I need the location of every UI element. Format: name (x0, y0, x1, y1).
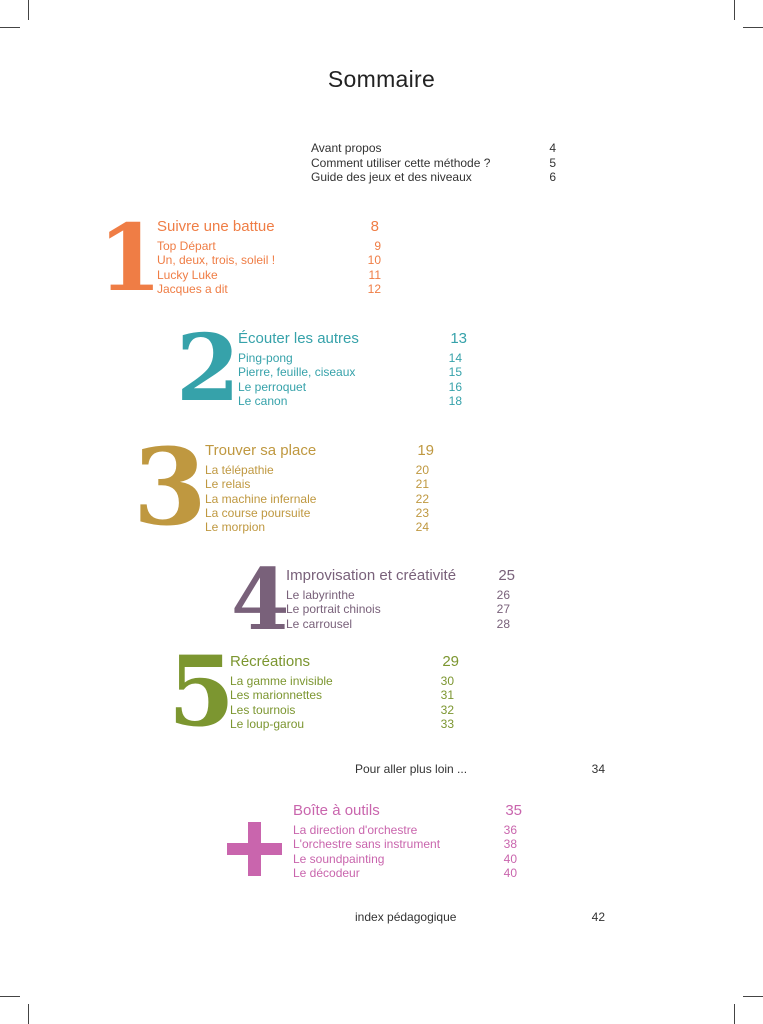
toc-entry[interactable] (293, 852, 517, 866)
section-heading[interactable] (286, 567, 515, 585)
toc-entry-page: 22 (415, 491, 429, 506)
section-title: Boîte à outils (293, 802, 380, 819)
section-number: 2 (176, 314, 241, 422)
toc-entry[interactable] (286, 602, 510, 616)
toc-entry-label: Le soundpainting (293, 851, 385, 866)
toc-entry[interactable] (311, 156, 556, 171)
toc-entry-page: 23 (415, 505, 429, 520)
section-number: 5 (168, 635, 235, 748)
crop-mark (0, 27, 20, 28)
section-heading[interactable] (205, 442, 434, 460)
toc-entry-label: Pierre, feuille, ciseaux (238, 365, 356, 380)
section-items (238, 351, 462, 408)
section-title: Trouver sa place (205, 442, 317, 459)
toc-entry-label: Le relais (205, 477, 251, 492)
plus-icon (227, 822, 282, 876)
toc-entry-page: 18 (448, 393, 462, 408)
toc-entry[interactable] (205, 506, 429, 520)
section-number: 4 (231, 550, 290, 649)
toc-entry[interactable] (205, 477, 429, 491)
toc-entry-page: 11 (368, 267, 381, 282)
section-items (157, 239, 381, 296)
toc-entry-label: Le morpion (205, 520, 266, 535)
section-items (293, 823, 517, 880)
section-page: 13 (450, 330, 467, 347)
toc-entry-label: Le perroquet (238, 379, 307, 394)
toc-entry[interactable] (230, 688, 454, 702)
section-items (230, 674, 454, 731)
toc-entry-label: Un, deux, trois, soleil ! (157, 253, 276, 268)
toc-entry-label: Ping-pong (238, 351, 293, 365)
toc-entry-page: 14 (448, 351, 462, 365)
section-number: 3 (133, 424, 207, 549)
section-page: 29 (442, 653, 459, 670)
toc-entry[interactable] (157, 282, 381, 296)
crop-mark (743, 996, 763, 997)
section-number: 1 (98, 204, 163, 312)
toc-entry-label: Comment utiliser cette méthode ? (311, 155, 491, 170)
toc-entry[interactable] (230, 674, 454, 688)
toc-entry-page: 12 (367, 281, 381, 296)
toc-entry-label: Jacques a dit (157, 281, 228, 296)
toc-entry[interactable] (293, 837, 517, 851)
toc-entry[interactable] (286, 617, 510, 631)
toc-entry-label: Top Départ (157, 239, 216, 253)
toc-entry-page: 6 (549, 170, 556, 184)
toc-entry-page: 40 (503, 851, 517, 866)
toc-entry-page: 9 (374, 239, 381, 253)
section-page: 19 (417, 442, 434, 459)
toc-entry-label: La course poursuite (205, 505, 311, 520)
section-title: Récréations (230, 653, 311, 670)
toc-entry-page: 20 (415, 463, 429, 477)
section-page: 25 (498, 567, 515, 584)
toc-entry-page: 24 (415, 520, 429, 535)
toc-entry-page: 42 (591, 910, 605, 924)
toc-entry-label: Le portrait chinois (286, 602, 381, 617)
toc-entry-page: 31 (440, 688, 454, 703)
crop-mark (0, 996, 20, 997)
section-title: Écouter les autres (238, 330, 359, 347)
section-heading[interactable] (230, 653, 459, 671)
crop-mark (734, 1004, 735, 1024)
section-title: Improvisation et créativité (286, 567, 457, 584)
toc-entry-label: L'orchestre sans instrument (293, 837, 441, 852)
toc-entry-label: Le carrousel (286, 616, 353, 631)
toc-entry[interactable] (205, 520, 429, 534)
toc-entry-label: La gamme invisible (230, 674, 333, 688)
toc-entry-label: La télépathie (205, 463, 274, 477)
toc-entry-label: Le canon (238, 393, 288, 408)
toc-entry[interactable] (157, 239, 381, 253)
toc-entry[interactable] (238, 394, 462, 408)
toc-entry[interactable] (286, 588, 510, 602)
toc-entry-further[interactable] (355, 762, 605, 776)
toc-entry-page: 27 (496, 602, 510, 617)
toc-entry[interactable] (238, 351, 462, 365)
toc-entry[interactable] (157, 253, 381, 267)
toc-entry-page: 4 (549, 141, 556, 155)
toc-entry[interactable] (205, 463, 429, 477)
toc-entry[interactable] (293, 866, 517, 880)
toc-entry-label: Le décodeur (293, 865, 360, 880)
toc-entry-page: 30 (440, 674, 454, 688)
toc-entry-page: 36 (503, 823, 517, 837)
crop-mark (734, 0, 735, 20)
page-title: Sommaire (327, 66, 436, 92)
section-page: 8 (370, 218, 379, 235)
toc-entry-index[interactable] (355, 910, 605, 924)
toc-entry-page: 40 (503, 865, 517, 880)
toc-entry-label: Le loup-garou (230, 716, 305, 731)
toc-entry[interactable] (311, 170, 556, 185)
toc-entry-page: 10 (367, 253, 381, 268)
toc-entry[interactable] (230, 703, 454, 717)
crop-mark (28, 0, 29, 20)
toc-entry-page: 33 (440, 716, 454, 731)
toc-entry-page: 15 (448, 365, 462, 380)
section-items (286, 588, 510, 631)
toc-entry[interactable] (238, 365, 462, 379)
toc-entry[interactable] (238, 380, 462, 394)
toc-entry[interactable] (205, 492, 429, 506)
toc-entry[interactable] (311, 141, 556, 156)
toc-entry-label: Les tournois (230, 702, 296, 717)
crop-mark (743, 27, 763, 28)
toc-entry-label: Pour aller plus loin ... (355, 762, 468, 776)
toc-entry-label: Les marionnettes (230, 688, 323, 703)
crop-mark (28, 1004, 29, 1024)
toc-entry-label: Lucky Luke (157, 267, 218, 282)
toc-entry-page: 5 (549, 155, 556, 170)
toc-entry-label: La direction d'orchestre (293, 823, 418, 837)
toc-entry-page: 32 (440, 702, 454, 717)
section-title: Suivre une battue (157, 218, 275, 235)
toc-entry-page: 21 (415, 477, 429, 492)
toc-entry-label: index pédagogique (355, 910, 457, 924)
toc-entry-label: La machine infernale (205, 491, 317, 506)
section-page: 35 (505, 802, 522, 819)
toc-entry-page: 28 (496, 616, 510, 631)
toc-entry-page: 34 (591, 762, 605, 776)
toc-entry-label: Avant propos (311, 141, 382, 155)
toc-entry-label: Guide des jeux et des niveaux (311, 170, 472, 184)
intro-list (311, 141, 556, 185)
toc-entry-page: 38 (503, 837, 517, 852)
section-items (205, 463, 429, 534)
section-heading[interactable] (157, 218, 379, 236)
toc-entry[interactable] (293, 823, 517, 837)
toc-entry-label: Le labyrinthe (286, 588, 355, 602)
toc-entry[interactable] (230, 717, 454, 731)
toc-entry[interactable] (157, 268, 381, 282)
toc-entry-page: 26 (496, 588, 510, 602)
section-heading[interactable] (238, 330, 467, 348)
section-heading[interactable] (293, 802, 522, 820)
toc-entry-page: 16 (448, 379, 462, 394)
